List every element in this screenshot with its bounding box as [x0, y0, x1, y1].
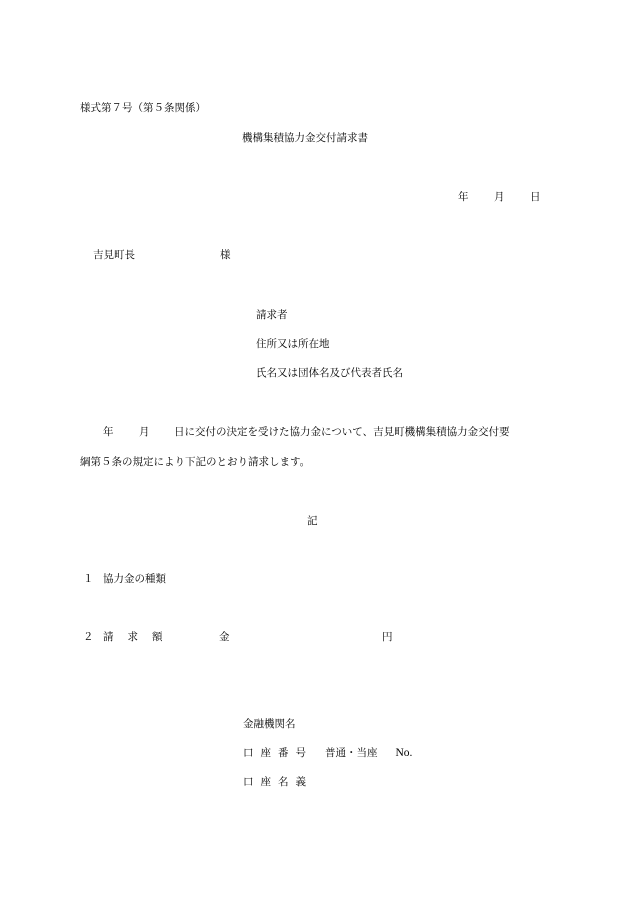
date-year-label: 年: [458, 191, 469, 203]
body-line-1: 日に交付の決定を受けた協力金について、吉見町機構集積協力金交付要: [174, 426, 510, 438]
bank-account-row: [243, 746, 412, 760]
item1-label: 協力金の種類: [103, 573, 166, 585]
requester-label: 請求者: [256, 309, 288, 321]
bank-no-label: No.: [395, 747, 413, 759]
item2-kin: 金: [219, 631, 230, 643]
body-line-2: 綱第５条の規定により下記のとおり請求します。: [80, 456, 311, 468]
addressee-honorific: 様: [220, 249, 231, 261]
ki-heading: 記: [307, 515, 318, 527]
bank-account-number-label: 口座番号: [243, 747, 313, 759]
bank-institution-label: 金融機関名: [243, 718, 296, 730]
document-title: 機構集積協力金交付請求書: [242, 132, 368, 144]
requester-address-label: 住所又は所在地: [256, 338, 330, 350]
requester-name-label: 氏名又は団体名及び代表者氏名: [256, 367, 403, 379]
form-number: 様式第７号（第５条関係）: [80, 102, 206, 114]
bank-account-name-label: 口座名義: [243, 776, 313, 788]
date-month-label: 月: [494, 191, 505, 203]
item1-number: １: [83, 573, 94, 585]
item2-en: 円: [382, 631, 393, 643]
addressee-name: 吉見町長: [93, 249, 135, 261]
item2-label: 請求額: [103, 631, 177, 643]
body-month-label: 月: [139, 426, 150, 438]
date-day-label: 日: [530, 191, 541, 203]
item2-number: ２: [83, 631, 94, 643]
body-year-label: 年: [103, 426, 114, 438]
bank-account-type: 普通・当座: [325, 747, 378, 759]
